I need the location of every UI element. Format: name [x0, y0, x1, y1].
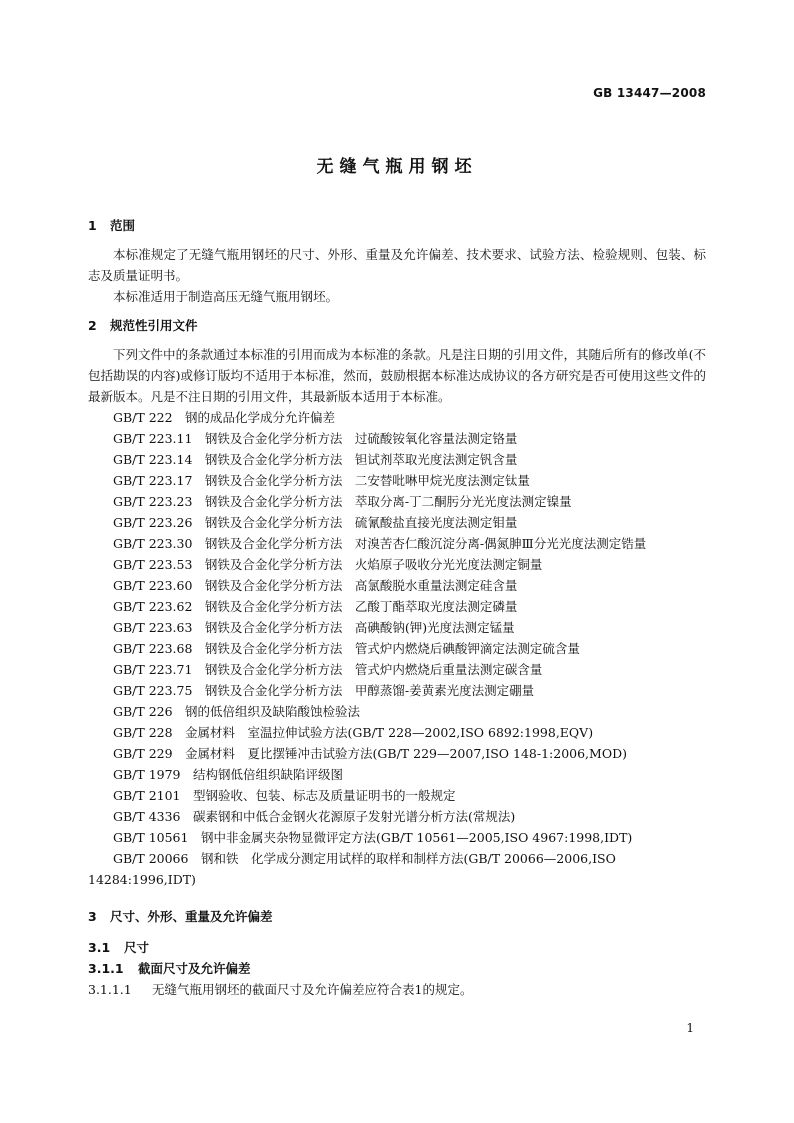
section-number: 1 — [88, 218, 97, 233]
reference-item: GB/T 2101 型钢验收、包装、标志及质量证明书的一般规定 — [113, 788, 456, 803]
section-3-heading — [88, 906, 706, 927]
reference-item: GB/T 223.60 钢铁及合金化学分析方法 高氯酸脱水重量法测定硅含量 — [113, 578, 518, 593]
reference-item: GB/T 223.63 钢铁及合金化学分析方法 高碘酸钠(钾)光度法测定锰量 — [113, 620, 515, 635]
reference-item: GB/T 223.23 钢铁及合金化学分析方法 萃取分离-丁二酮肟分光光度法测定镍量 — [113, 494, 572, 509]
paragraph: 下列文件中的条款通过本标准的引用而成为本标准的条款。凡是注日期的引用文件，其随后所有的修改单(不包括勘误的内容)或修订版均不适用于本标准，然而，鼓励根据本标准达成协议的各方研究是否可使用这些文件的最新版本。凡是不注日期的引用文件，其最新版本适用于本标准。 — [88, 347, 706, 404]
reference-item: GB/T 228 金属材料 室温拉伸试验方法(GB/T 228—2002,ISO 6892:1998,EQV) — [113, 725, 594, 740]
reference-item: GB/T 20066 钢和铁 化学成分测定用试样的取样和制样方法(GB/T 20066—2006,ISO 14284:1996,IDT) — [88, 851, 616, 887]
section-3-1-1-heading — [88, 958, 706, 979]
reference-item: GB/T 223.62 钢铁及合金化学分析方法 乙酸丁酯萃取光度法测定磷量 — [113, 599, 518, 614]
section-title: 规范性引用文件 — [110, 318, 198, 333]
reference-item: GB/T 223.17 钢铁及合金化学分析方法 二安替吡啉甲烷光度法测定钛量 — [113, 473, 530, 488]
reference-item: GB/T 223.30 钢铁及合金化学分析方法 对溴苦杏仁酸沉淀分离-偶氮胂Ⅲ分光光度法测定锆量 — [113, 536, 647, 551]
clause-number: 3.1.1.1 — [88, 982, 132, 997]
reference-item: GB/T 1979 结构钢低倍组织缺陷评级图 — [113, 767, 344, 782]
section-title: 尺寸 — [124, 940, 150, 955]
section-number: 3.1.1 — [88, 961, 124, 976]
section-3-1-heading — [88, 937, 706, 958]
reference-item: GB/T 222 钢的成品化学成分允许偏差 — [113, 410, 336, 425]
standard-code: GB 13447—2008 — [593, 86, 706, 100]
section-title: 尺寸、外形、重量及允许偏差 — [110, 909, 273, 924]
reference-item: GB/T 10561 钢中非金属夹杂物显微评定方法(GB/T 10561—2005,ISO 4967:1998,IDT) — [113, 830, 633, 845]
reference-item: GB/T 223.75 钢铁及合金化学分析方法 甲醇蒸馏-姜黄素光度法测定硼量 — [113, 683, 535, 698]
section-title: 截面尺寸及允许偏差 — [138, 961, 251, 976]
reference-item: GB/T 223.53 钢铁及合金化学分析方法 火焰原子吸收分光光度法测定铜量 — [113, 557, 543, 572]
section-number: 2 — [88, 318, 97, 333]
document-body — [88, 215, 706, 1000]
section-title: 范围 — [110, 218, 136, 233]
section-number: 3 — [88, 909, 97, 924]
paragraph: 本标准规定了无缝气瓶用钢坯的尺寸、外形、重量及允许偏差、技术要求、试验方法、检验规则、包装、标志及质量证明书。 — [88, 247, 706, 283]
page-number: 1 — [686, 1021, 694, 1035]
reference-item: GB/T 223.68 钢铁及合金化学分析方法 管式炉内燃烧后碘酸钾滴定法测定硫含量 — [113, 641, 580, 656]
reference-item: GB/T 229 金属材料 夏比摆锤冲击试验方法(GB/T 229—2007,ISO 148-1:2006,MOD) — [113, 746, 627, 761]
reference-item: GB/T 223.11 钢铁及合金化学分析方法 过硫酸铵氧化容量法测定铬量 — [113, 431, 518, 446]
clause-text: 无缝气瓶用钢坯的截面尺寸及允许偏差应符合表1的规定。 — [152, 982, 473, 997]
section-2-heading — [88, 315, 706, 336]
section-number: 3.1 — [88, 940, 111, 955]
reference-item: GB/T 226 钢的低倍组织及缺陷酸蚀检验法 — [113, 704, 361, 719]
reference-item: GB/T 223.26 钢铁及合金化学分析方法 硫氰酸盐直接光度法测定钼量 — [113, 515, 518, 530]
section-1-heading — [88, 215, 706, 236]
paragraph: 本标准适用于制造高压无缝气瓶用钢坯。 — [113, 289, 339, 304]
reference-item: GB/T 4336 碳素钢和中低合金钢火花源原子发射光谱分析方法(常规法) — [113, 809, 516, 824]
reference-item: GB/T 223.14 钢铁及合金化学分析方法 钽试剂萃取光度法测定钒含量 — [113, 452, 518, 467]
reference-item: GB/T 223.71 钢铁及合金化学分析方法 管式炉内燃烧后重量法测定碳含量 — [113, 662, 543, 677]
clause-3-1-1-1 — [88, 979, 706, 1000]
document-title: 无缝气瓶用钢坯 — [316, 157, 478, 177]
